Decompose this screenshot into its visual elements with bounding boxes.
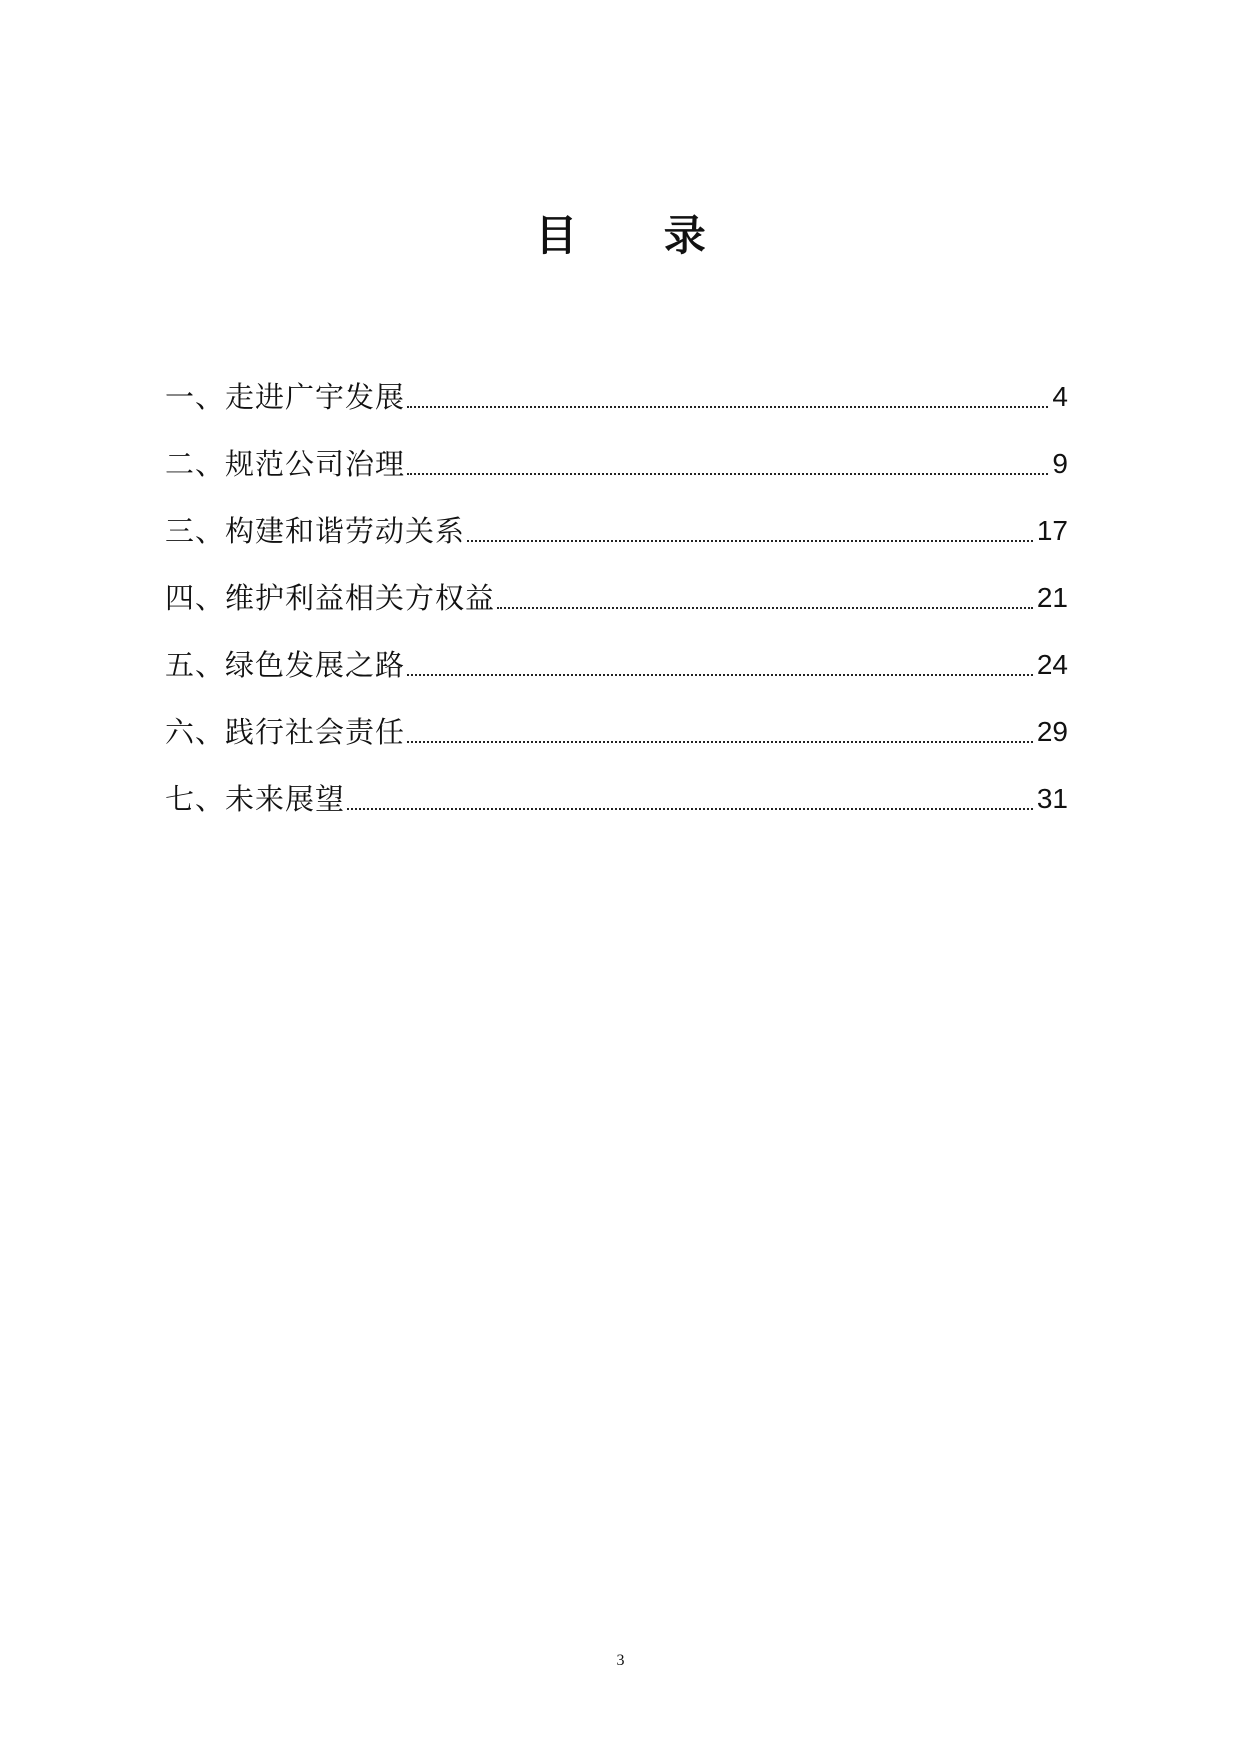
page-number: 3 [616,1652,625,1669]
dot-leader [407,406,1048,408]
toc-entry-page: 24 [1036,649,1068,680]
toc-entry[interactable] [165,484,1068,551]
toc-entry-page: 21 [1036,582,1068,613]
toc-entry-title: 二、规范公司治理 [165,447,406,481]
toc-entry-title: 六、践行社会责任 [165,715,406,749]
toc-entry-title: 一、走进广宇发展 [165,380,406,414]
toc-entry-page: 17 [1036,515,1068,546]
dot-leader [407,473,1048,475]
toc-entry[interactable] [165,551,1068,618]
toc-entry-page: 31 [1036,783,1068,814]
toc-entry[interactable] [165,618,1068,685]
toc-entry-title: 五、绿色发展之路 [165,648,406,682]
page-title: 目 录 [535,211,742,260]
toc-entry-page: 4 [1052,381,1068,412]
toc-entry[interactable] [165,417,1068,484]
toc-entry-title: 三、构建和谐劳动关系 [165,514,466,548]
dot-leader [497,607,1033,609]
toc-entry-page: 29 [1036,716,1068,747]
dot-leader [347,808,1033,810]
table-of-contents [165,350,1068,819]
toc-entry-page: 9 [1052,448,1068,479]
dot-leader [467,540,1033,542]
toc-entry-title: 七、未来展望 [165,782,346,816]
dot-leader [407,741,1033,743]
toc-entry[interactable] [165,350,1068,417]
toc-entry[interactable] [165,752,1068,819]
toc-entry[interactable] [165,685,1068,752]
dot-leader [407,674,1033,676]
toc-entry-title: 四、维护利益相关方权益 [165,581,496,615]
